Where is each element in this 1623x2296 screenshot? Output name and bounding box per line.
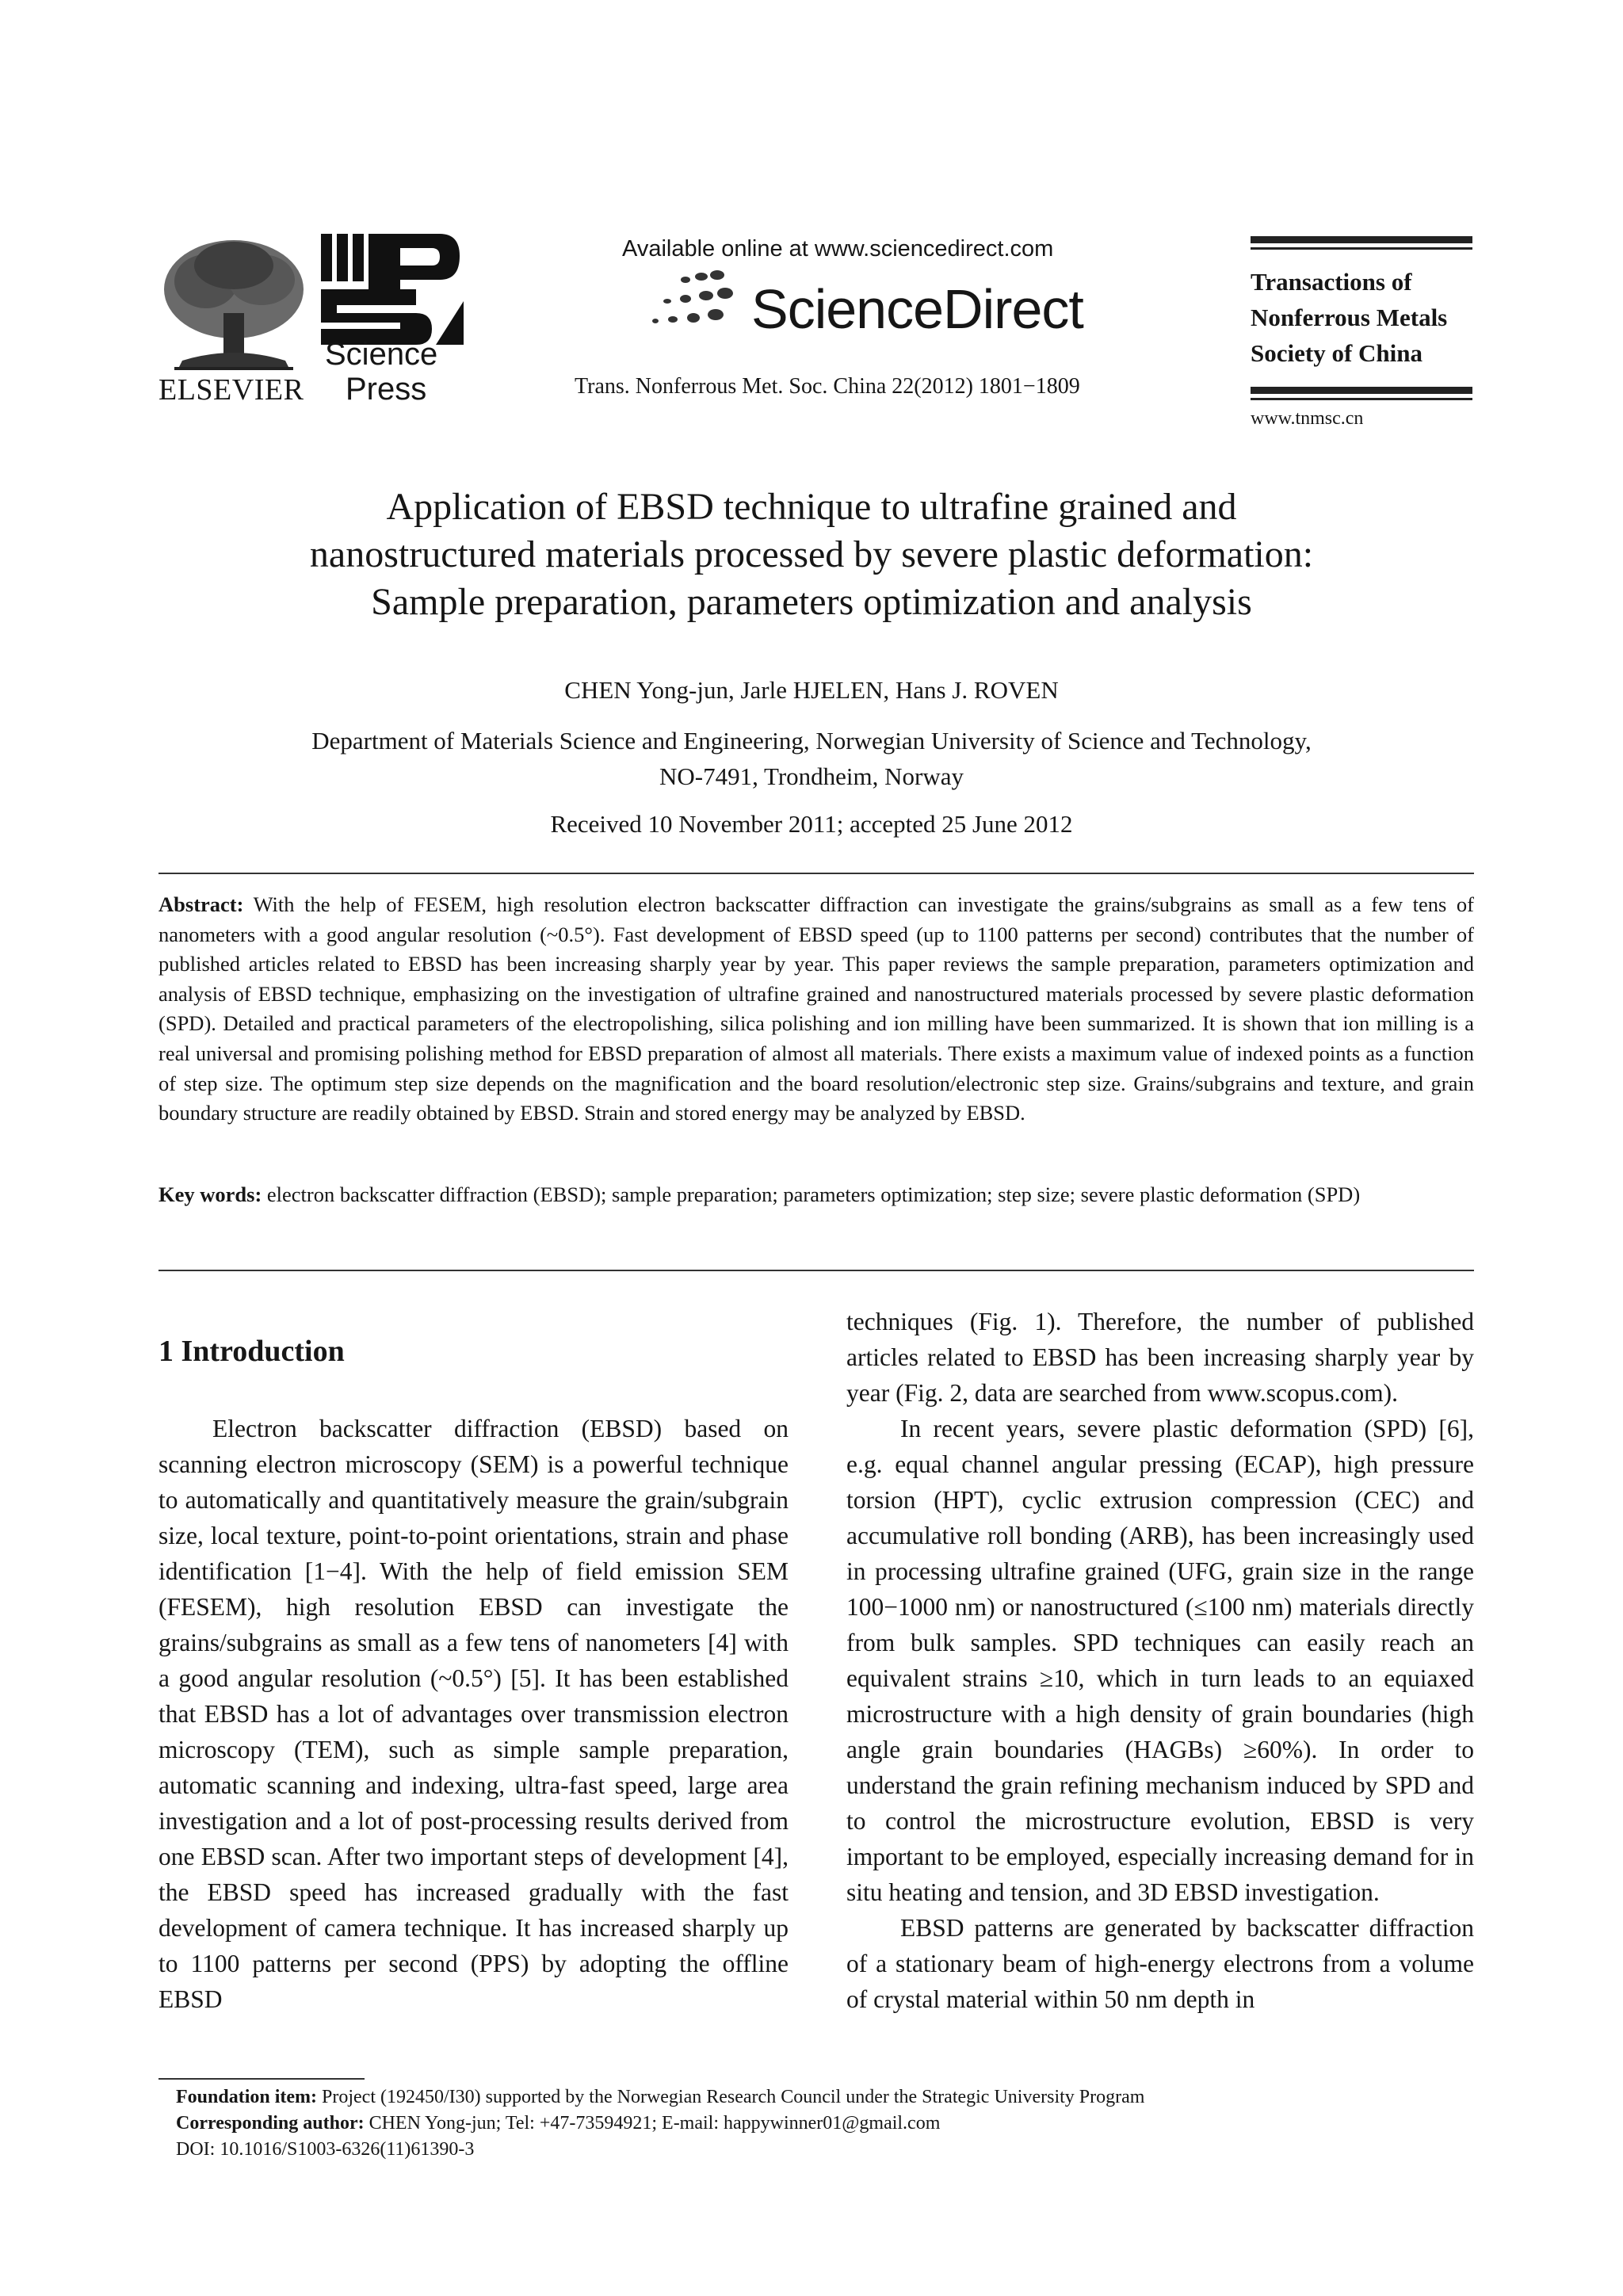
journal-title-line: Society of China	[1251, 339, 1423, 367]
abstract	[158, 890, 1474, 1129]
title-line: Sample preparation, parameters optimization and analysis	[371, 581, 1252, 623]
journal-title-line: Nonferrous Metals	[1251, 304, 1448, 331]
science-press-wordmark	[325, 337, 437, 407]
journal-title-line: Transactions of	[1251, 268, 1412, 296]
journal-rule-bottom-thin	[1251, 398, 1472, 400]
sciencedirect-dots-icon	[646, 266, 741, 337]
corresponding-author-text: CHEN Yong-jun; Tel: +47-73594921; E-mail: happywinner01@gmail.com	[369, 2113, 941, 2134]
sciencedirect-wordmark: ScienceDirect	[751, 278, 1083, 340]
section-heading: 1 Introduction	[158, 1335, 345, 1368]
journal-reference: Trans. Nonferrous Met. Soc. China 22(2012) 1801−1809	[575, 374, 1080, 399]
author-list: CHEN Yong-jun, Jarle HJELEN, Hans J. ROVEN	[564, 676, 1059, 704]
body-paragraph: In recent years, severe plastic deformation (SPD) [6], e.g. equal channel angular pressing (ECAP), high pressure torsion (HPT), cyclic extrusion compression (CEC) and accumulative roll bonding (ARB), has been increasingly used in processing ultrafine grained (UFG, grain size in the range 100−1000 nm) or nanostructured (≤100 nm) materials directly from bulk samples. SPD techniques can easily reach an equivalent strains ≥10, which in turn leads to an equiaxed microstructure with a high density of grain boundaries (high angle grain boundaries (HAGBs) ≥60%). In order to understand the grain refining mechanism induced by SPD and to control the microstructure evolution, EBSD is very important to be employed, especially increasing demand for in situ heating and tension, and 3D EBSD investigation.	[846, 1415, 1474, 1906]
keywords	[158, 1180, 1474, 1210]
footnote-rule	[158, 2078, 365, 2080]
corresponding-author-note	[176, 2111, 1144, 2137]
received-dates: Received 10 November 2011; accepted 25 June 2012	[550, 810, 1073, 838]
journal-rule-top	[1251, 236, 1472, 243]
foundation-text: Project (192450/I30) supported by the Norwegian Research Council under the Strategic University Program	[322, 2087, 1145, 2107]
keywords-text: electron backscatter diffraction (EBSD); sample preparation; parameters optimization; step size; severe plastic deformation (SPD)	[266, 1182, 1361, 1206]
title-line: nanostructured materials processed by severe plastic deformation:	[309, 533, 1314, 575]
science-press-logo-icon	[321, 234, 464, 345]
body-column-right	[846, 1304, 1474, 2017]
article-title	[0, 483, 1623, 626]
journal-title	[1251, 264, 1447, 371]
doi[interactable]: DOI: 10.1016/S1003-6326(11)61390-3	[176, 2139, 475, 2160]
foundation-note	[176, 2084, 1144, 2111]
available-online-text: Available online at www.sciencedirect.com	[622, 236, 1054, 262]
foundation-label: Foundation item:	[176, 2087, 318, 2107]
body-paragraph: techniques (Fig. 1). Therefore, the number of published articles related to EBSD has been increasing sharply year by year (Fig. 2, data are searched from www.scopus.com).	[846, 1308, 1474, 1407]
abstract-text: With the help of FESEM, high resolution electron backscatter diffraction can investigate the grains/subgrains as small as a few tens of nanometers with a good angular resolution (~0.5°). Fast development of EBSD speed (up to 1100 patterns per second) contributes that the number of published articles related to EBSD has been increasing sharply year by year. This paper reviews the sample preparation, parameters optimization and analysis of EBSD technique, emphasizing on the investigation of ultrafine grained and nanostructured materials processed by severe plastic deformation (SPD). Detailed and practical parameters of the electropolishing, silica polishing and ion milling have been summarized. It is shown that ion milling is a real universal and promising polishing method for EBSD preparation of almost all materials. There exists a maximum value of indexed points as a function of step size. The optimum step size depends on the magnification and the board resolution/electronic step size. Grains/subgrains and texture, and grain boundary structure are readily obtained by EBSD. Strain and stored energy may be analyzed by EBSD.	[158, 892, 1474, 1125]
journal-url[interactable]: www.tnmsc.cn	[1251, 408, 1364, 429]
keywords-label: Key words:	[158, 1182, 262, 1206]
corresponding-author-label: Corresponding author:	[176, 2113, 365, 2134]
body-paragraph: EBSD patterns are generated by backscatter diffraction of a stationary beam of high-energy electrons from a volume of crystal material within 50 nm depth in	[846, 1914, 1474, 2013]
footnotes	[176, 2084, 1144, 2163]
affiliation-line: Department of Materials Science and Engineering, Norwegian University of Science and Technology,	[311, 727, 1312, 755]
abstract-rule-bottom	[158, 1270, 1474, 1271]
body-paragraph: Electron backscatter diffraction (EBSD) based on scanning electron microscopy (SEM) is a powerful technique to automatically and quantitatively measure the grain/subgrain size, local texture, point-to-point orientations, strain and phase identification [1−4]. With the help of field emission SEM (FESEM), high resolution EBSD can investigate the grains/subgrains as small as a few tens of nanometers [4] with a good angular resolution (~0.5°) [5]. It has been established that EBSD has a lot of advantages over transmission electron microscopy (TEM), such as simple sample preparation, automatic scanning and indexing, ultra-fast speed, large area investigation and a lot of post-processing results derived from one EBSD scan. After two important steps of development [4], the EBSD speed has increased gradually with the fast development of camera technique. It has increased sharply up to 1100 patterns per second (PPS) by adopting the offline EBSD	[158, 1415, 789, 2013]
science-press-line: Science	[325, 337, 438, 372]
affiliation	[0, 723, 1623, 794]
journal-rule-top-thin	[1251, 247, 1472, 250]
science-press-line: Press	[346, 372, 427, 407]
elsevier-wordmark: ELSEVIER	[158, 373, 304, 407]
abstract-rule-top	[158, 873, 1474, 874]
journal-rule-bottom	[1251, 387, 1472, 394]
abstract-label: Abstract:	[158, 892, 244, 916]
body-column-left	[158, 1411, 789, 2017]
title-line: Application of EBSD technique to ultrafine grained and	[386, 486, 1237, 528]
affiliation-line: NO-7491, Trondheim, Norway	[659, 762, 964, 790]
